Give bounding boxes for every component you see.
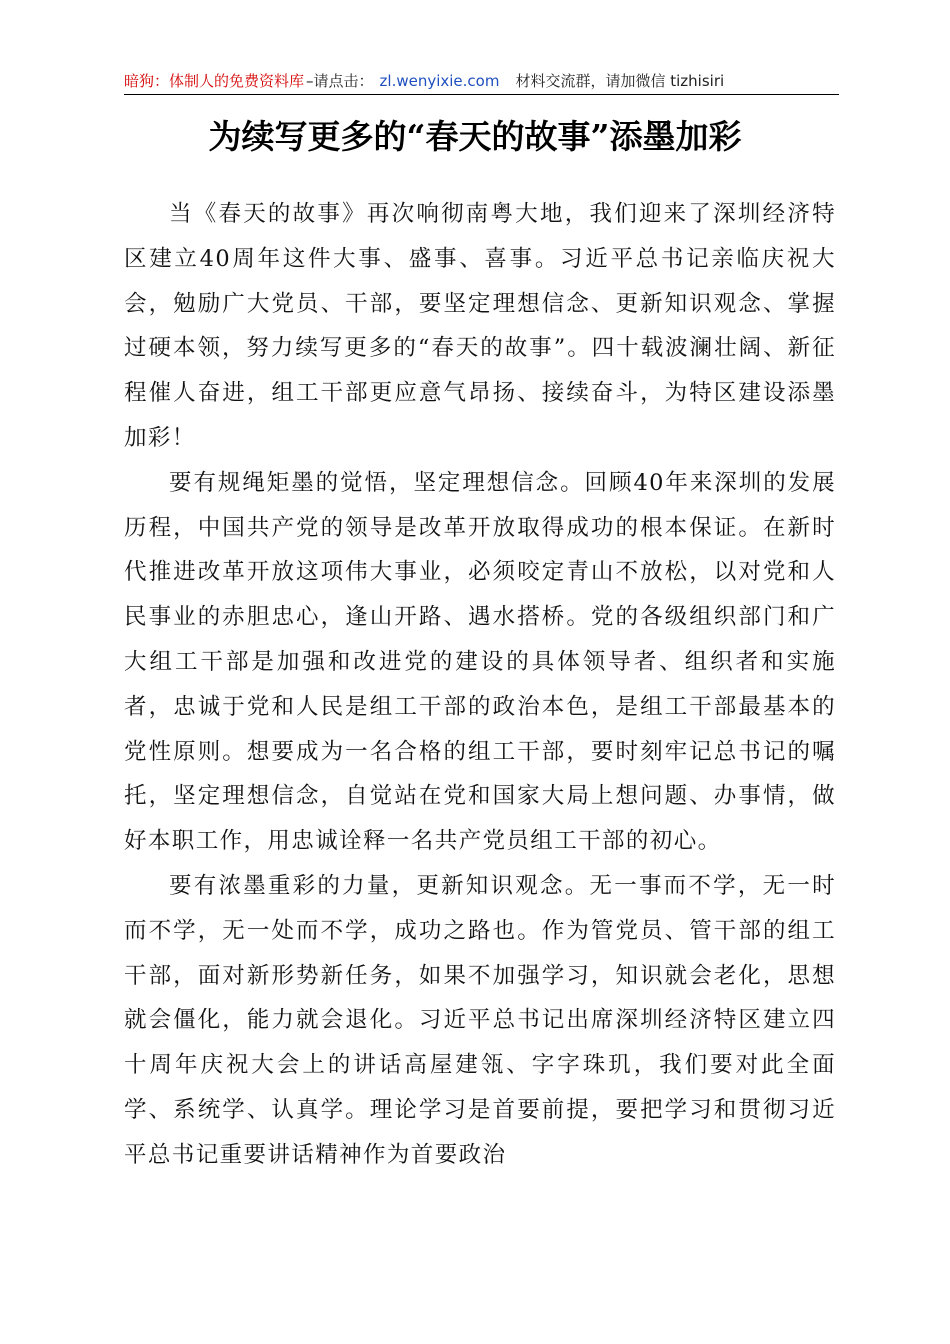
header-brand: 暗狗：体制人的免费资料库 xyxy=(124,72,305,90)
document-title: 为续写更多的“春天的故事”添墨加彩 xyxy=(208,117,742,156)
header-group-info: 材料交流群，请加微信 tizhisiri xyxy=(515,72,725,90)
paragraph: 要有浓墨重彩的力量，更新知识观念。无一事而不学，无一时而不学，无一处而不学，成功之路也。作为管党员、管干部的组工干部，面对新形势新任务，如果不加强学习，知识就会老化，思想就会僵化，能力就会退化。习近平总书记出席深圳经济特区建立四十周年庆祝大会上的讲话高屋建瓴、字字珠玑，我们要对此全面学、系统学、认真学。理论学习是首要前提，要把学习和贯彻习近平总书记重要讲话精神作为首要政治 xyxy=(124,872,836,1168)
header-link[interactable]: zl.wenyixie.com xyxy=(379,72,500,90)
document-body xyxy=(124,192,836,1178)
paragraph: 要有规绳矩墨的觉悟，坚定理想信念。回顾40年来深圳的发展历程，中国共产党的领导是改革开放取得成功的根本保证。在新时代推进改革开放这项伟大事业，必须咬定青山不放松，以对党和人民事业的赤胆忠心，逢山开路、遇水搭桥。党的各级组织部门和广大组工干部是加强和改进党的建设的具体领导者、组织者和实施者，忠诚于党和人民是组工干部的政治本色，是组工干部最基本的党性原则。想要成为一名合格的组工干部，要时刻牢记总书记的嘱托，坚定理想信念，自觉站在党和国家大局上想问题、办事情，做好本职工作，用忠诚诠释一名共产党员组工干部的初心。 xyxy=(124,469,836,855)
paragraph: 当《春天的故事》再次响彻南粤大地，我们迎来了深圳经济特区建立40周年这件大事、盛事、喜事。习近平总书记亲临庆祝大会，勉励广大党员、干部，要坚定理想信念、更新知识观念、掌握过硬本领，努力续写更多的“春天的故事”。四十载波澜壮阔、新征程催人奋进，组工干部更应意气昂扬、接续奋斗，为特区建设添墨加彩！ xyxy=(124,201,836,451)
page-header xyxy=(124,70,839,95)
header-prompt: –请点击： xyxy=(306,72,374,90)
